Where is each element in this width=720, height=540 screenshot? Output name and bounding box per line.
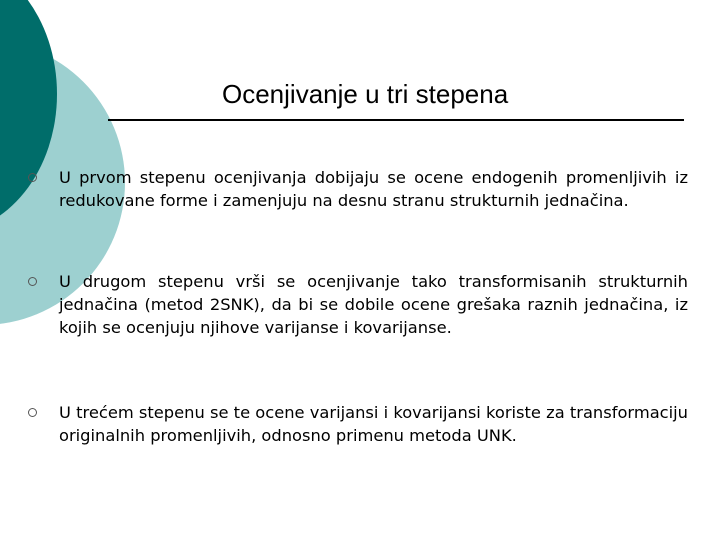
bullet-circle-icon <box>28 277 37 286</box>
bullet-circle-icon <box>28 173 37 182</box>
slide-title: Ocenjivanje u tri stepena <box>222 79 509 109</box>
bullet-text: U trećem stepenu se te ocene varijansi i kovarijansi koriste za transformaciju originalnih promenljivih, odnosno primenu metoda UNK. <box>59 403 688 445</box>
bullet-circle-icon <box>28 408 37 417</box>
bullet-text: U drugom stepenu vrši se ocenjivanje tako transformisanih strukturnih jednačina (metod 2SNK), da bi se dobile ocene grešaka raznih jednačina, iz kojih se ocenjuju njihove varijanse i kovarijanse. <box>59 272 688 337</box>
bullet-text: U prvom stepenu ocenjivanja dobijaju se ocene endogenih promenljivih iz redukovane forme i zamenjuju na desnu stranu strukturnih jednačina. <box>59 168 688 210</box>
title-underline <box>108 119 684 121</box>
